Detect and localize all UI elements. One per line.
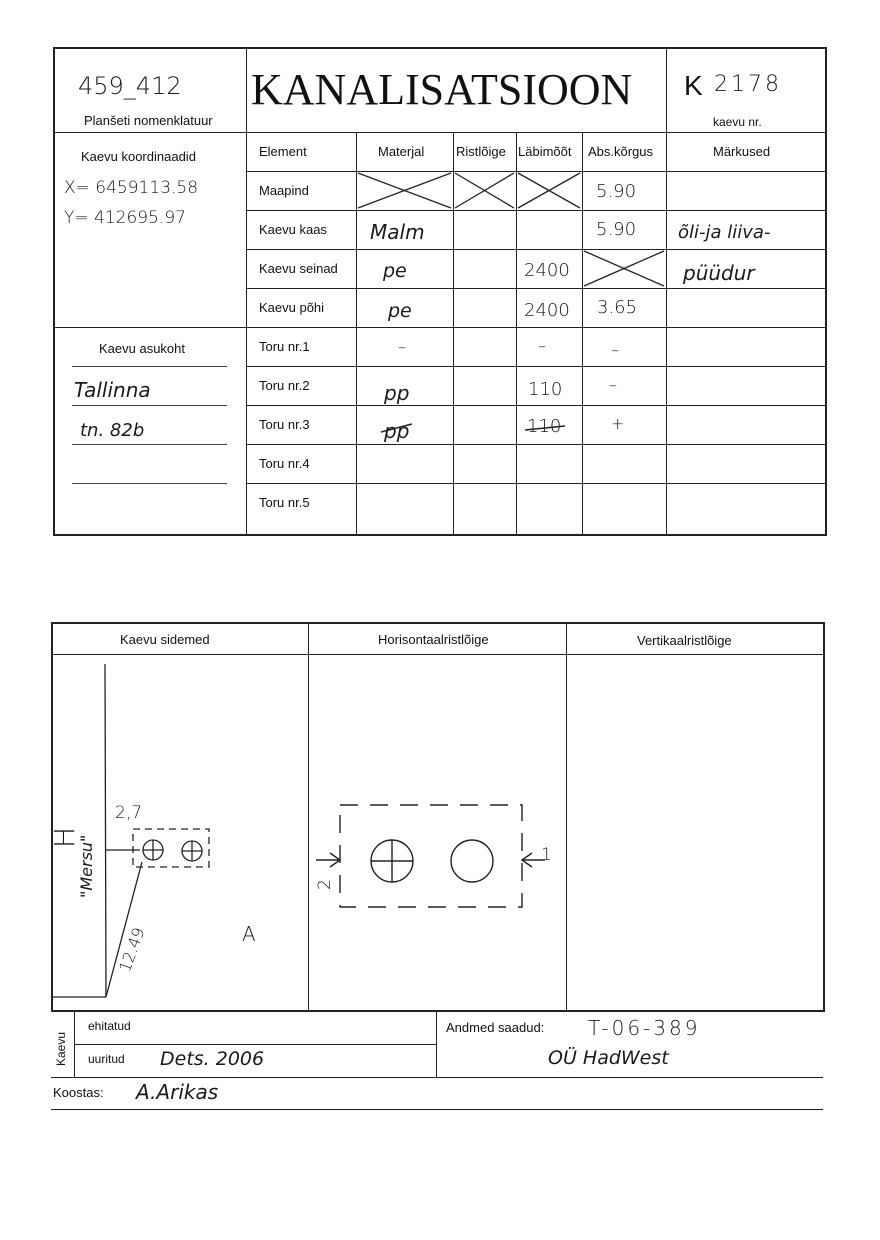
cell-material: – [398, 337, 406, 356]
row-element: Kaevu seinad [259, 261, 338, 276]
row-element: Toru nr.1 [259, 339, 310, 354]
cell-material-struck: pp [384, 419, 410, 443]
footer-row-line [51, 1077, 823, 1078]
footer-bottom-line [51, 1109, 823, 1110]
th-element: Element [259, 144, 307, 159]
sheet-label: Planšeti nomenklatuur [84, 113, 213, 128]
coords-label: Kaevu koordinaadid [81, 149, 196, 164]
cell-material: pp [384, 381, 410, 405]
cell-material: pe [388, 300, 412, 322]
cell-diameter: 2400 [524, 260, 570, 281]
cell-diameter: 2400 [524, 300, 570, 321]
point-a: A [242, 922, 256, 946]
cell-diameter: 110 [528, 379, 563, 400]
coord-x: X= 6459113.58 [64, 178, 199, 198]
dim-top: 2,7 [115, 803, 143, 823]
page-title: KANALISATSIOON [251, 65, 633, 114]
compiled-label: Koostas: [53, 1085, 104, 1100]
surveyed-value: Dets. 2006 [160, 1048, 265, 1070]
cell-abs: – [611, 340, 619, 359]
h-label: H [48, 826, 81, 848]
cell-abs: + [611, 414, 625, 433]
sheet-number: 459_412 [78, 72, 182, 100]
compiled-value: A.Arikas [136, 1080, 219, 1104]
location-label: Kaevu asukoht [99, 341, 186, 356]
cell-material: Malm [370, 220, 425, 244]
th-notes: Märkused [713, 144, 771, 159]
footer-divider [436, 1012, 437, 1078]
footer-row-line [74, 1044, 436, 1045]
surveyed-label: uuritud [88, 1052, 125, 1066]
row-element: Toru nr.2 [259, 378, 310, 393]
row-element: Kaevu kaas [259, 222, 327, 237]
row-element: Kaevu põhi [259, 300, 325, 315]
building-label: "Mersu" [77, 834, 96, 898]
built-label: ehitatud [88, 1019, 131, 1033]
th-material: Materjal [378, 144, 425, 159]
th-abs-height: Abs.kõrgus [588, 144, 654, 159]
data-received-value: T-06-389 [588, 1016, 701, 1040]
row-element: Toru nr.5 [259, 495, 310, 510]
dim-right: 1 [541, 845, 552, 865]
data-received-label: Andmed saadud: [446, 1020, 545, 1035]
well-vertical-label: Kaevu [54, 1031, 68, 1066]
cell-notes: õli-ja liiva- [678, 222, 771, 243]
section-horizontal-label: Horisontaalristlõige [378, 632, 489, 647]
data-source-value: OÜ HadWest [548, 1047, 669, 1069]
row-element: Maapind [259, 183, 309, 198]
well-number: 2178 [714, 72, 782, 97]
th-diameter: Läbimõõt [518, 144, 572, 159]
cell-material: pe [383, 260, 407, 282]
cell-diameter: – [538, 336, 546, 355]
cell-abs: – [609, 375, 617, 394]
cell-notes: püüdur [683, 261, 755, 285]
section-vertical-label: Vertikaalristlõige [637, 633, 732, 648]
cell-abs: 5.90 [596, 181, 637, 202]
cell-abs: 3.65 [597, 297, 638, 318]
row-element: Toru nr.4 [259, 456, 310, 471]
location-line2: tn. 82b [80, 420, 145, 441]
dim-left: 2 [315, 879, 335, 890]
location-line1: Tallinna [74, 378, 151, 402]
cell-diameter-struck: 110 [527, 416, 562, 437]
th-cross-section: Ristlõige [456, 144, 506, 159]
dim-diag: 12.49 [115, 924, 149, 975]
coord-y: Y= 412695.97 [64, 208, 186, 228]
well-prefix: K [684, 70, 703, 101]
row-element: Toru nr.3 [259, 417, 310, 432]
section-ties-label: Kaevu sidemed [120, 632, 210, 647]
well-label: kaevu nr. [713, 115, 762, 129]
cell-abs: 5.90 [596, 219, 637, 240]
